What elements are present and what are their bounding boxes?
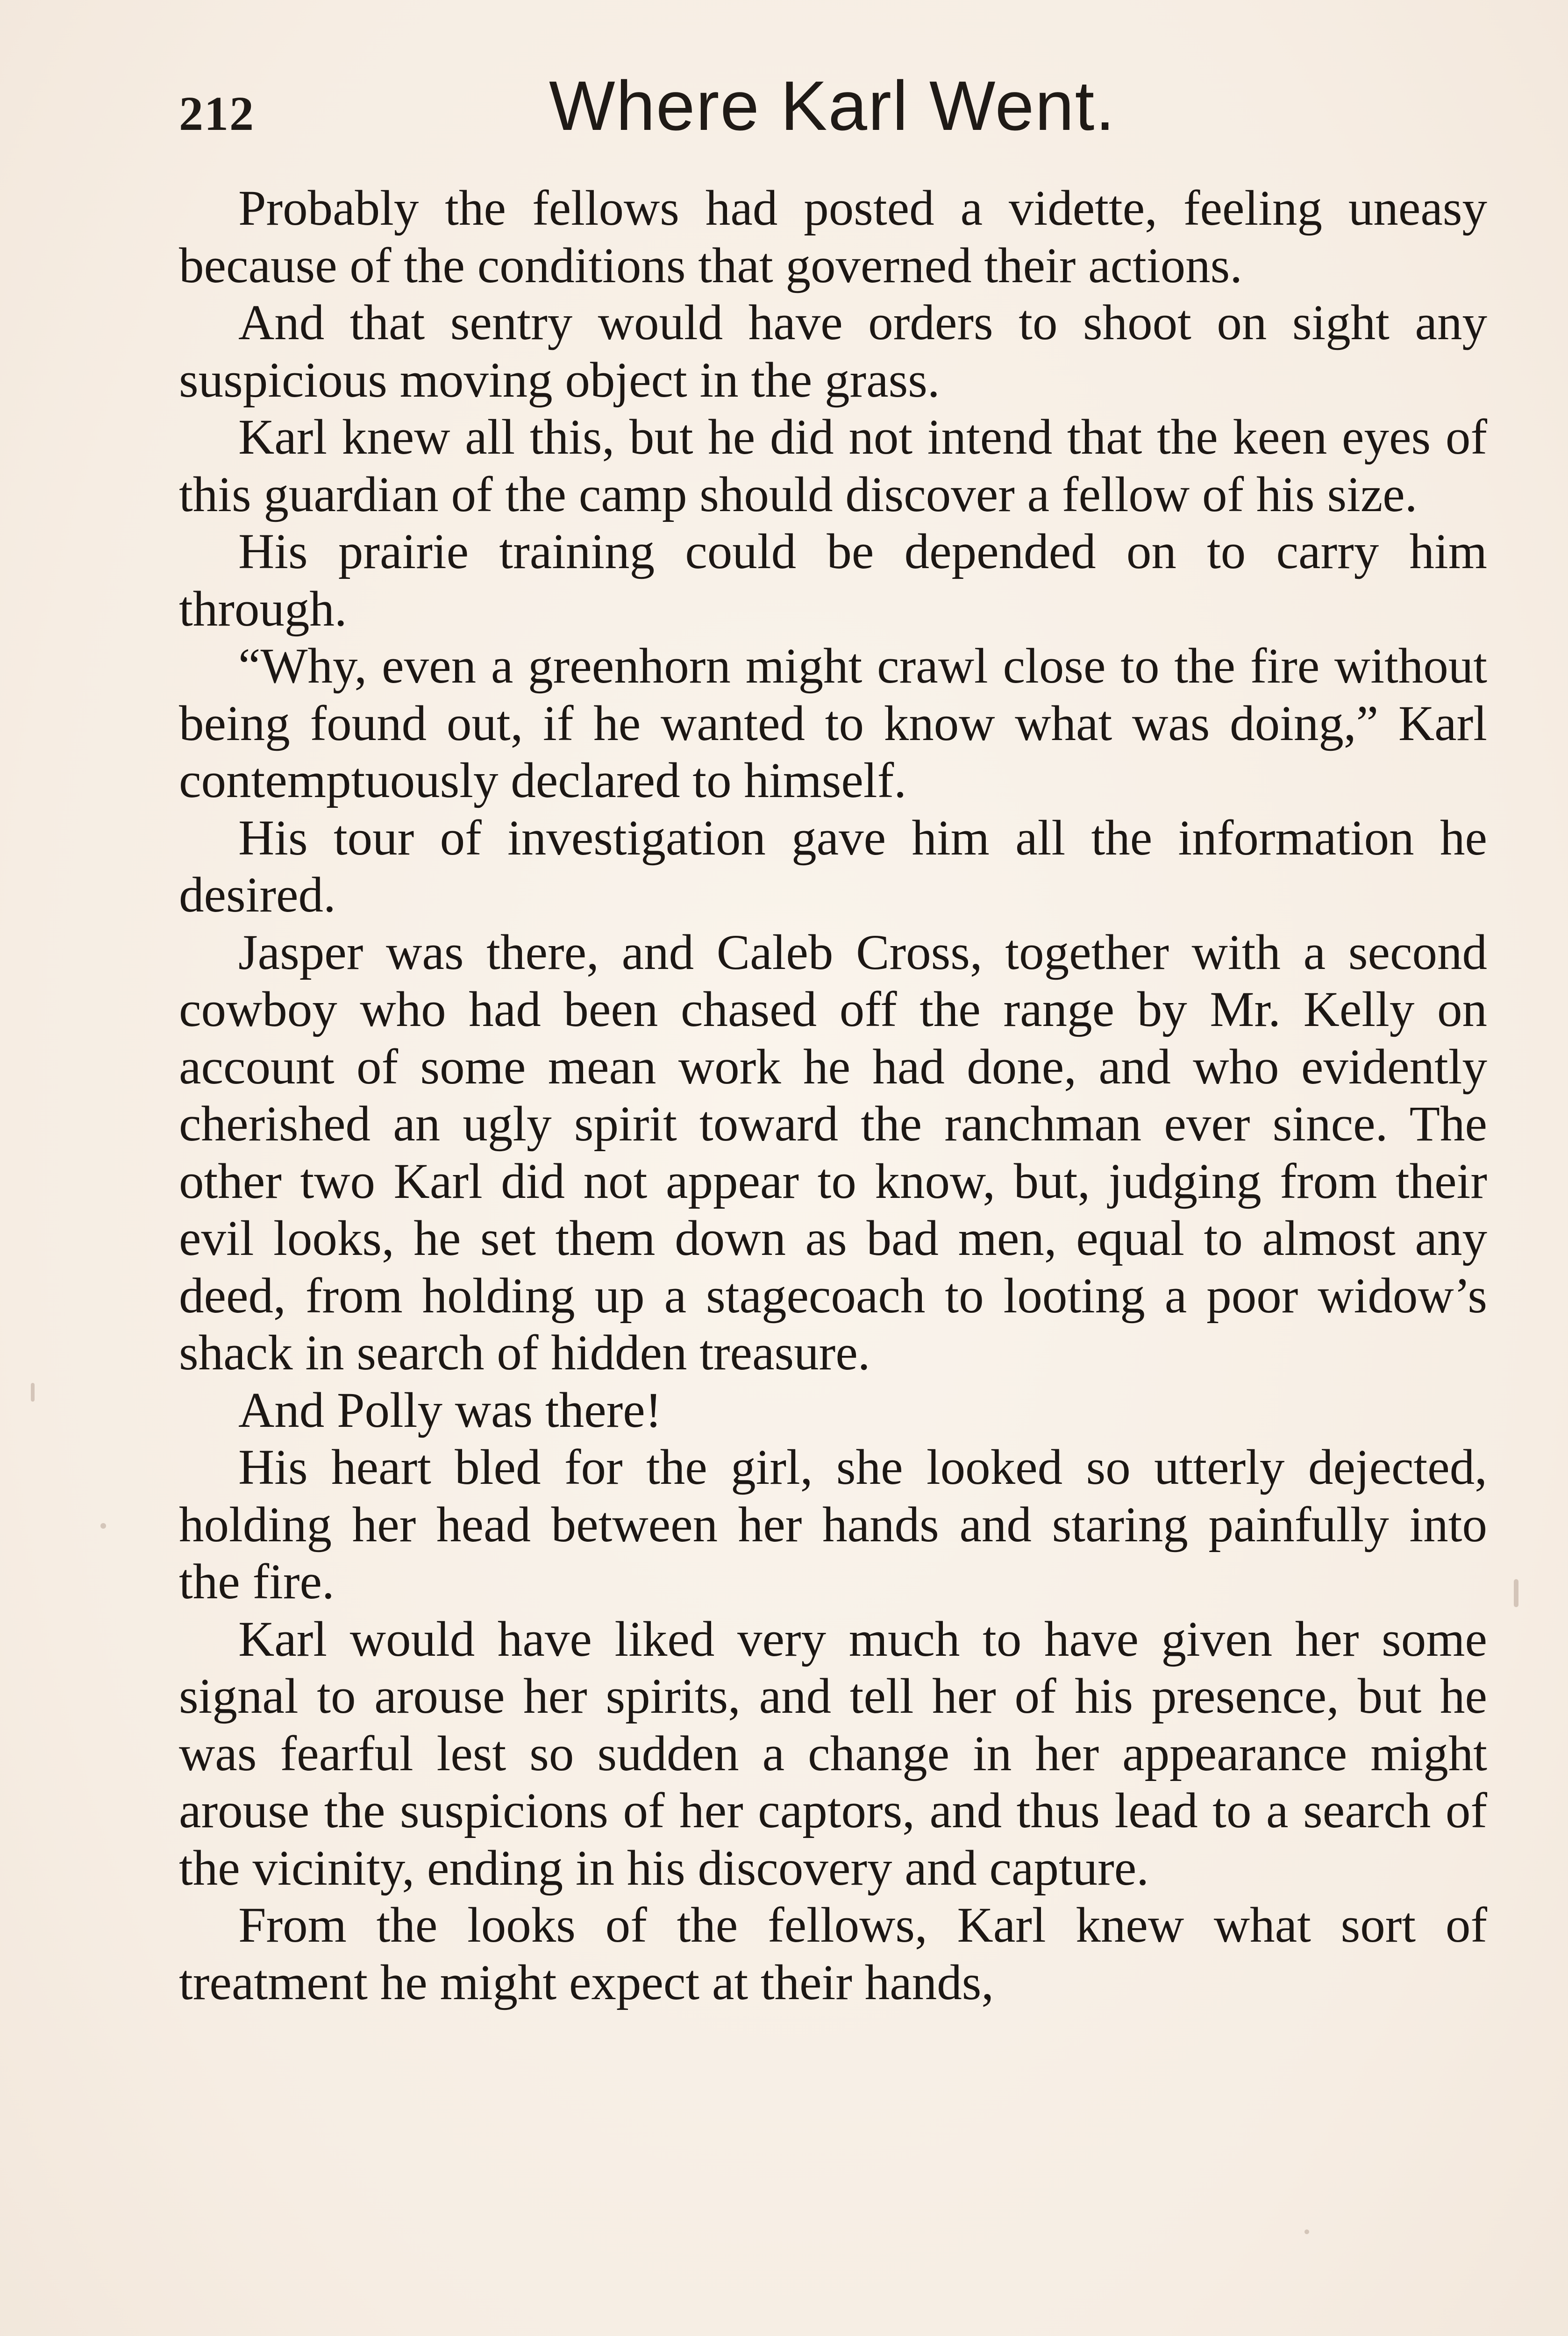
paper-speck xyxy=(100,1523,106,1529)
paragraph: His prairie training could be depended on to carry him through. xyxy=(179,524,1487,637)
paragraph: His tour of investigation gave him all the information he desired. xyxy=(179,810,1487,923)
running-title: Where Karl Went. xyxy=(549,66,1116,145)
page-number: 212 xyxy=(179,87,255,141)
body-text xyxy=(179,180,1487,2011)
paragraph: His heart bled for the girl, she looked so utterly dejected, holding her head between her hands and staring painfully into the fire. xyxy=(179,1440,1487,1610)
paper-speck xyxy=(1514,1579,1518,1607)
paragraph: Probably the fellows had posted a vidette, feeling uneasy because of the conditions that governed their actions. xyxy=(179,181,1487,293)
paragraph: “Why, even a greenhorn might crawl close to the fire without being found out, if he wanted to know what was doing,” Karl contemptuously declared to himself. xyxy=(179,639,1487,808)
paragraph: Jasper was there, and Caleb Cross, together with a second cowboy who had been chased off the range by Mr. Kelly on account of some mean work he had done, and who evidently cherished an ugly spirit toward the ranchman ever since. The other two Karl did not appear to know, but, judging from their evil looks, he set them down as bad men, equal to almost any deed, from holding up a stagecoach to looting a poor widow’s shack in search of hidden treasure. xyxy=(179,925,1487,1381)
paragraph: Karl knew all this, but he did not intend that the keen eyes of this guardian of the camp should discover a fellow of his size. xyxy=(179,410,1487,522)
paragraph: And that sentry would have orders to shoot on sight any suspicious moving object in the grass. xyxy=(179,295,1487,408)
paragraph: And Polly was there! xyxy=(238,1382,662,1438)
page-header xyxy=(179,65,1487,150)
paragraph: From the looks of the fellows, Karl knew what sort of treatment he might expect at their hands, xyxy=(179,1898,1487,2010)
paper-speck xyxy=(1304,2229,1309,2234)
paper-speck xyxy=(31,1383,35,1402)
paragraph: Karl would have liked very much to have given her some signal to arouse her spirits, and tell her of his presence, but he was fearful lest so sudden a change in her appearance might arouse the suspicions of her captors, and thus lead to a search of the vicinity, ending in his discovery and capture. xyxy=(179,1611,1487,1896)
